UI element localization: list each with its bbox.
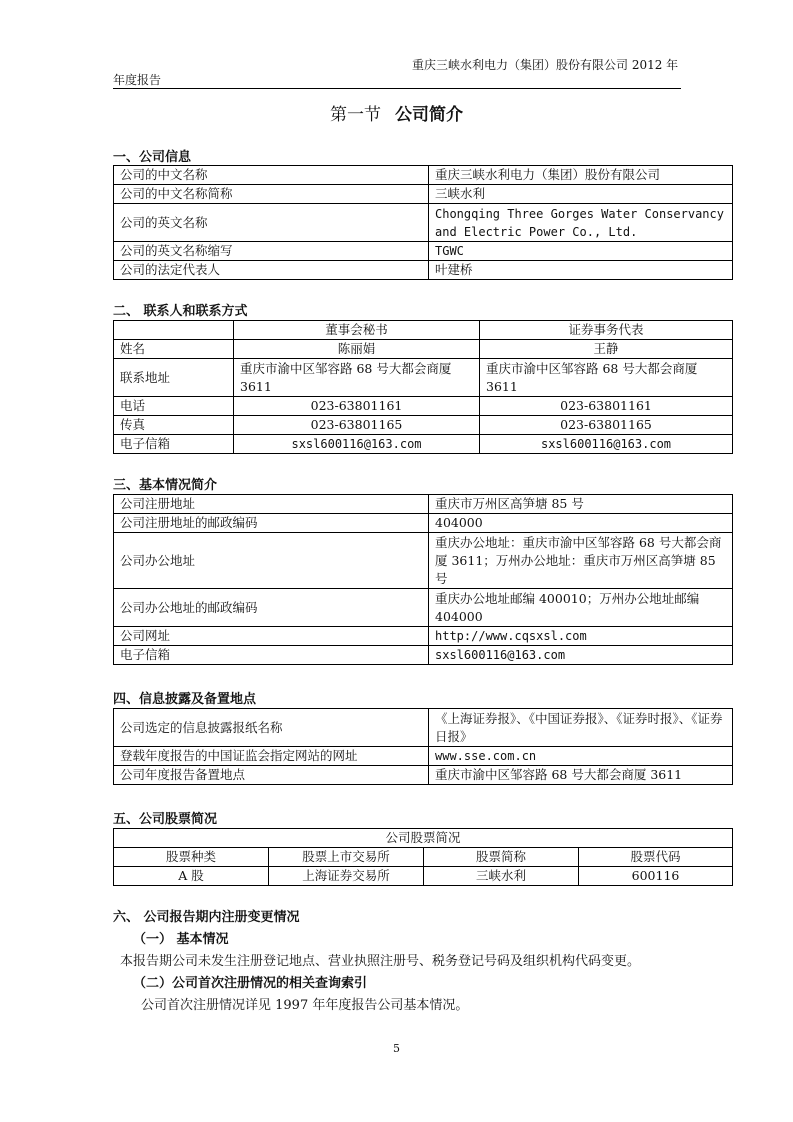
s6-sub1: （一） 基本情况	[133, 932, 229, 947]
table-row	[114, 709, 733, 747]
label-cell: 电子信箱	[114, 646, 429, 665]
label-cell: 公司选定的信息披露报纸名称	[114, 709, 429, 747]
table-row	[114, 397, 733, 416]
s6-text2: 公司首次注册情况详见 1997 年年度报告公司基本情况。	[141, 998, 469, 1013]
value-cell: 三峡水利	[424, 867, 579, 886]
label-cell: 传真	[114, 416, 234, 435]
basic-info-table	[113, 494, 733, 665]
table-title: 公司股票简况	[114, 829, 733, 848]
label-cell: 电话	[114, 397, 234, 416]
column-header: 股票种类	[114, 848, 269, 867]
value-cell: 上海证券交易所	[269, 867, 424, 886]
table-row	[114, 321, 733, 340]
label-cell: 公司的法定代表人	[114, 261, 429, 280]
s6-text1: 本报告期公司未发生注册登记地点、营业执照注册号、税务登记号码及组织机构代码变更。	[120, 954, 641, 969]
label-cell: 公司网址	[114, 627, 429, 646]
value-cell: Chongqing Three Gorges Water Conservancy and Electric Power Co., Ltd.	[429, 204, 733, 242]
header-divider	[113, 88, 681, 89]
value-cell: 023-63801161	[480, 397, 733, 416]
value-cell: 重庆办公地址邮编 400010；万州办公地址邮编 404000	[429, 589, 733, 627]
header-report: 年度报告	[113, 73, 162, 87]
table-row	[114, 166, 733, 185]
value-cell: 重庆办公地址：重庆市渝中区邹容路 68 号大都会商厦 3611；万州办公地址：重庆市万州区高笋塘 85 号	[429, 533, 733, 589]
value-cell: A 股	[114, 867, 269, 886]
label-cell: 登载年度报告的中国证监会指定网站的网址	[114, 747, 429, 766]
label-cell: 公司办公地址	[114, 533, 429, 589]
table-row	[114, 495, 733, 514]
value-cell: 叶建桥	[429, 261, 733, 280]
value-cell: 《上海证券报》、《中国证券报》、《证券时报》、《证券日报》	[429, 709, 733, 747]
column-header: 股票上市交易所	[269, 848, 424, 867]
label-cell: 公司办公地址的邮政编码	[114, 589, 429, 627]
value-cell: 404000	[429, 514, 733, 533]
s2-heading: 二、 联系人和联系方式	[113, 304, 248, 319]
label-cell: 公司注册地址的邮政编码	[114, 514, 429, 533]
value-cell: 陈丽娟	[234, 340, 480, 359]
column-header: 证券事务代表	[480, 321, 733, 340]
value-cell: 重庆市万州区高笋塘 85 号	[429, 495, 733, 514]
table-row	[114, 627, 733, 646]
table-row	[114, 435, 733, 454]
company-info-table	[113, 165, 733, 280]
disclosure-table	[113, 708, 733, 785]
value-cell: 023-63801165	[234, 416, 480, 435]
value-cell: TGWC	[429, 242, 733, 261]
s6-sub2: （二）公司首次注册情况的相关查询索引	[133, 976, 368, 991]
stock-table	[113, 828, 733, 886]
value-cell: www.sse.com.cn	[429, 747, 733, 766]
value-cell: 600116	[579, 867, 733, 886]
label-cell: 电子信箱	[114, 435, 234, 454]
label-cell: 公司的英文名称缩写	[114, 242, 429, 261]
table-row	[114, 359, 733, 397]
table-row	[114, 416, 733, 435]
value-cell: sxsl600116@163.com	[480, 435, 733, 454]
s4-heading: 四、信息披露及备置地点	[113, 692, 257, 707]
value-cell: sxsl600116@163.com	[429, 646, 733, 665]
value-cell: 重庆市渝中区邹容路 68 号大都会商厦 3611	[480, 359, 733, 397]
column-header: 董事会秘书	[234, 321, 480, 340]
label-cell: 公司注册地址	[114, 495, 429, 514]
column-header: 股票简称	[424, 848, 579, 867]
page-number: 5	[393, 1042, 400, 1055]
value-cell: 重庆市渝中区邹容路 68 号大都会商厦 3611	[429, 766, 733, 785]
table-row	[114, 514, 733, 533]
label-cell: 公司年度报告备置地点	[114, 766, 429, 785]
table-row	[114, 867, 733, 886]
column-header: 股票代码	[579, 848, 733, 867]
value-cell: 重庆三峡水利电力（集团）股份有限公司	[429, 166, 733, 185]
table-row	[114, 204, 733, 242]
table-row	[114, 589, 733, 627]
table-row	[114, 829, 733, 848]
value-cell: 023-63801165	[480, 416, 733, 435]
table-row	[114, 242, 733, 261]
header-company-year: 重庆三峡水利电力（集团）股份有限公司 2012 年	[412, 58, 679, 72]
value-cell: http://www.cqsxsl.com	[429, 627, 733, 646]
table-row	[114, 646, 733, 665]
label-cell: 公司的英文名称	[114, 204, 429, 242]
label-cell: 姓名	[114, 340, 234, 359]
s5-heading: 五、公司股票简况	[113, 812, 218, 827]
value-cell: 重庆市渝中区邹容路 68 号大都会商厦 3611	[234, 359, 480, 397]
s3-heading: 三、基本情况简介	[113, 478, 218, 493]
page-title	[0, 100, 793, 125]
value-cell: sxsl600116@163.com	[234, 435, 480, 454]
s6-heading: 六、 公司报告期内注册变更情况	[113, 910, 300, 925]
table-row	[114, 185, 733, 204]
label-cell: 公司的中文名称	[114, 166, 429, 185]
table-row	[114, 766, 733, 785]
s1-heading: 一、公司信息	[113, 150, 192, 165]
contact-table	[113, 320, 733, 454]
table-row	[114, 533, 733, 589]
table-row	[114, 340, 733, 359]
value-cell: 王静	[480, 340, 733, 359]
value-cell: 三峡水利	[429, 185, 733, 204]
value-cell: 023-63801161	[234, 397, 480, 416]
table-row	[114, 848, 733, 867]
section-name: 公司简介	[395, 105, 463, 125]
label-cell: 公司的中文名称简称	[114, 185, 429, 204]
label-cell: 联系地址	[114, 359, 234, 397]
table-row	[114, 261, 733, 280]
section-number: 第一节	[330, 105, 381, 125]
table-row	[114, 747, 733, 766]
